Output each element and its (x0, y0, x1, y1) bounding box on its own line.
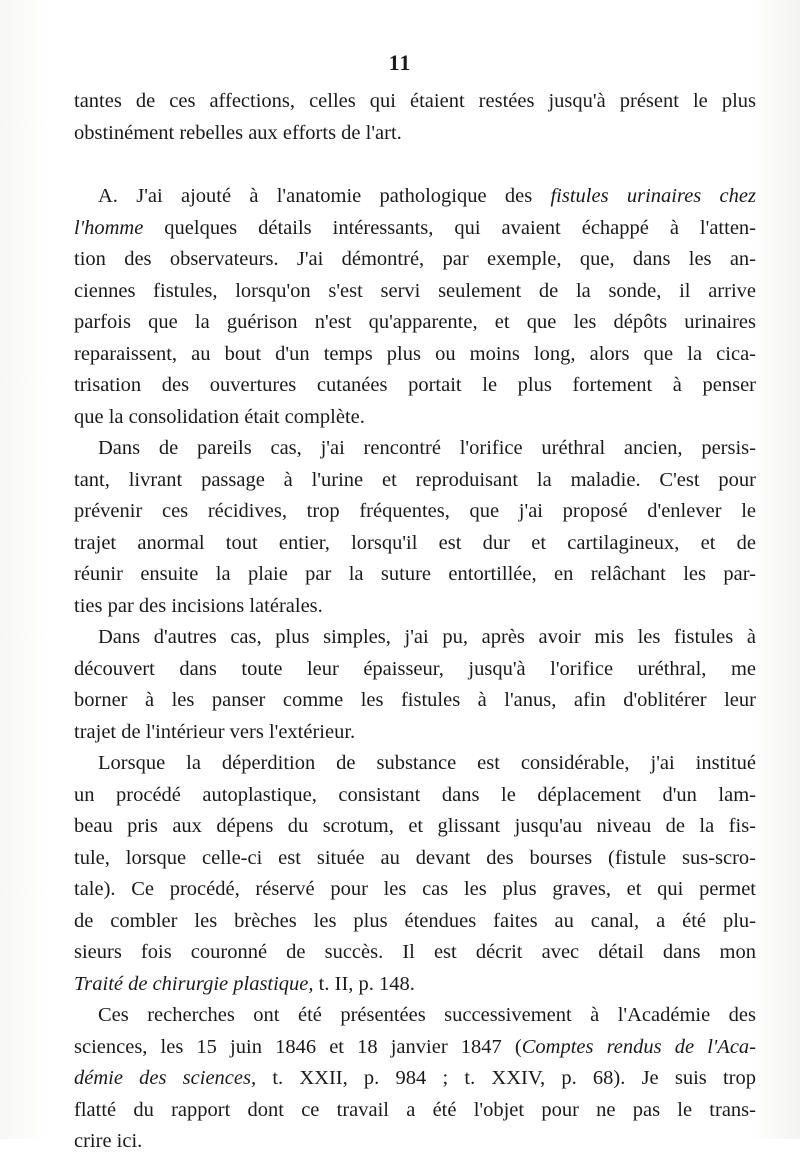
italic-term: l'homme (74, 216, 144, 239)
text-line: tant, livrant passage à l'urine et reproduisant la maladie. C'est pour (74, 468, 756, 491)
text-run: quelques détails intéressants, qui avaient échappé à l'atten- (143, 216, 756, 239)
text-line: Lorsque la déperdition de substance est considérable, j'ai institué (98, 752, 756, 774)
text-line: ties par des incisions latérales. (74, 594, 323, 617)
text-line: Dans d'autres cas, plus simples, j'ai pu, après avoir mis les fistules à (98, 626, 756, 648)
text-line: crire ici. (74, 1130, 143, 1152)
text-line: tion des observateurs. J'ai démontré, par exemple, que, dans les an- (74, 248, 756, 270)
text-line: réunir ensuite la plaie par la suture entortillée, en relâchant les par- (74, 563, 756, 585)
text-line: tale). Ce procédé, réservé pour les cas les plus graves, et qui permet (74, 878, 756, 900)
text-line: sieurs fois couronné de succès. Il est décrit avec détail dans mon (74, 941, 756, 963)
body-text (74, 86, 756, 1158)
text-line: de combler les brèches les plus étendues faites au canal, a été plu- (74, 909, 756, 932)
text-line: prévenir ces récidives, trop fréquentes, que j'ai proposé d'enlever le (74, 500, 756, 522)
text-line: découvert dans toute leur épaisseur, jusqu'à l'orifice uréthral, me (74, 657, 756, 680)
text-line: trajet de l'intérieur vers l'extérieur. (74, 720, 356, 743)
italic-citation: démie des sciences, (74, 1067, 257, 1089)
text-run: t. II, p. 148. (313, 972, 415, 995)
text-line: beau pris aux dépens du scrotum, et glissant jusqu'au niveau de la fis- (74, 815, 756, 837)
text-run: t. XXII, p. 984 ; t. XXIV, p. 68). Je suis trop (256, 1067, 756, 1089)
text-run: sciences, les 15 juin 1846 et 18 janvier 1847 ( (74, 1035, 522, 1058)
text-line: obstinément rebelles aux efforts de l'art. (74, 121, 402, 144)
italic-term: fistules urinaires chez (550, 185, 756, 207)
text-line: Ces recherches ont été présentées successivement à l'Académie des (98, 1004, 756, 1026)
text-line: ciennes fistules, lorsqu'on s'est servi seulement de la sonde, il arrive (74, 279, 756, 302)
italic-book-title: Traité de chirurgie plastique, (74, 972, 314, 995)
text-line (74, 1032, 756, 1064)
text-line: Dans de pareils cas, j'ai rencontré l'orifice uréthral ancien, persis- (98, 437, 756, 459)
italic-citation: Comptes rendus de l'Aca- (521, 1035, 757, 1058)
page-number: 11 (388, 50, 412, 75)
text-line: flatté du rapport dont ce travail a été l'objet pour ne pas le trans- (74, 1098, 756, 1121)
text-line (74, 181, 756, 213)
text-line (74, 1063, 756, 1095)
text-line: tule, lorsque celle-ci est située au devant des bourses (fistule sus-scro- (74, 846, 756, 869)
text-line (74, 969, 756, 1001)
text-line: trajet anormal tout entier, lorsqu'il est dur et cartilagineux, et de (74, 531, 756, 554)
text-line: trisation des ouvertures cutanées portait le plus fortement à penser (74, 374, 756, 396)
text-line: borner à les panser comme les fistules à l'anus, afin d'oblitérer leur (74, 689, 756, 711)
paragraph-gap (74, 149, 756, 181)
text-line: un procédé autoplastique, consistant dans le déplacement d'un lam- (74, 783, 756, 806)
text-line: tantes de ces affections, celles qui étaient restées jusqu'à présent le plus (74, 90, 756, 112)
text-line: reparaissent, au bout d'un temps plus ou moins long, alors que la cica- (74, 342, 756, 365)
text-line (74, 213, 756, 245)
text-line: que la consolidation était complète. (74, 405, 365, 428)
text-line: parfois que la guérison n'est qu'apparente, et que les dépôts urinaires (74, 311, 756, 333)
text-run: A. J'ai ajouté à l'anatomie pathologique des (98, 185, 551, 207)
